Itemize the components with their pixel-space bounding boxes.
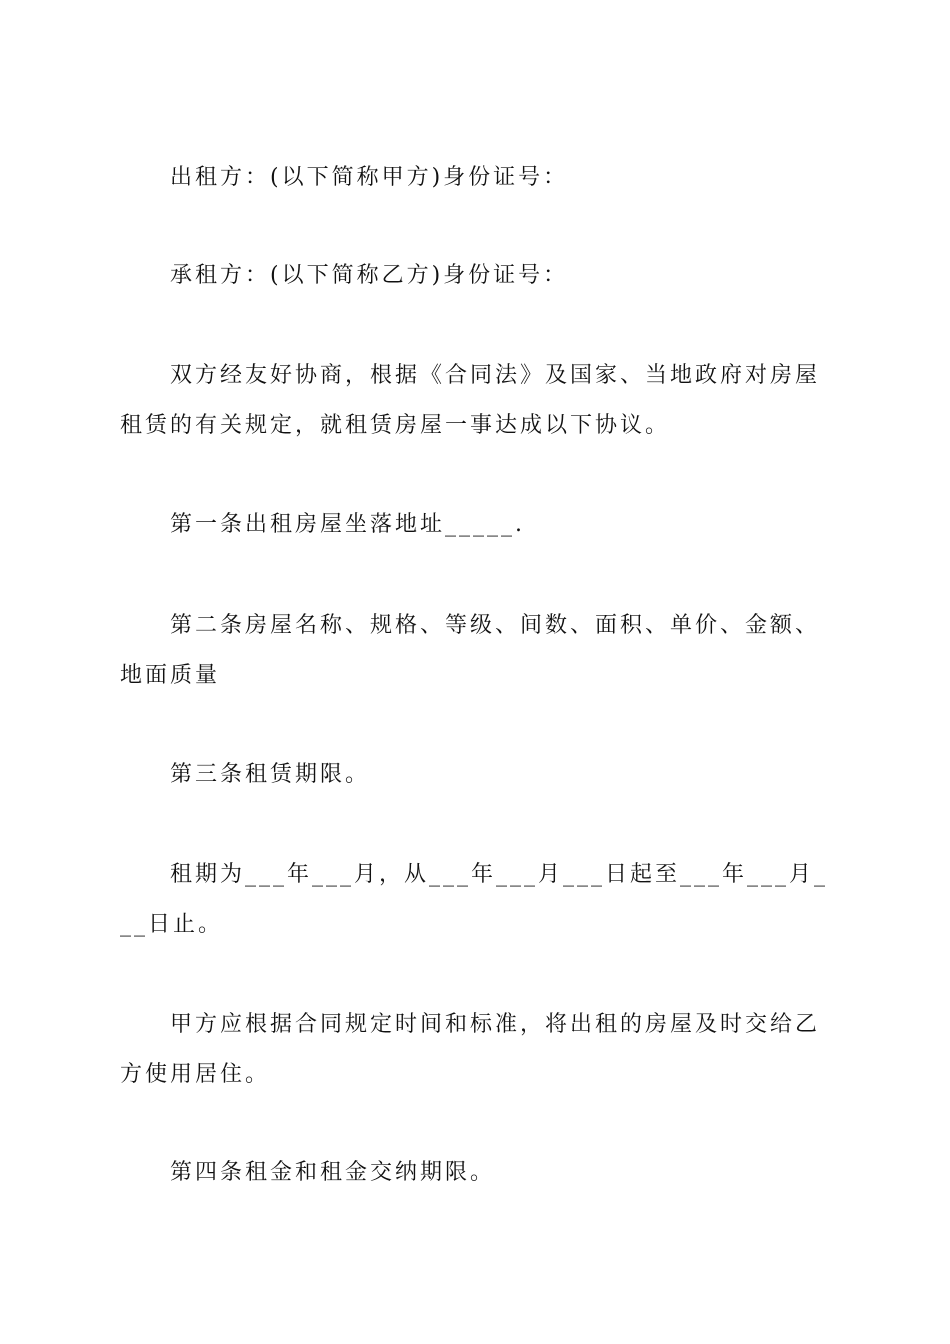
article-3-heading: 第三条租赁期限。	[170, 762, 371, 787]
agreement-intro: 双方经友好协商，根据《合同法》及国家、当地政府对房屋租赁的有关规定，就租赁房屋一事达成以下协议。	[120, 363, 821, 438]
article-4-heading: 第四条租金和租金交纳期限。	[170, 1160, 496, 1185]
lessor-line: 出租方：(以下简称甲方)身份证号：	[170, 165, 569, 190]
lease-term-line: 租期为___年___月，从___年___月___日起至___年___月___日止。	[120, 862, 829, 937]
article-2-house-details: 第二条房屋名称、规格、等级、间数、面积、单价、金额、地面质量	[120, 613, 821, 688]
handover-clause: 甲方应根据合同规定时间和标准，将出租的房屋及时交给乙方使用居住。	[120, 1012, 821, 1087]
lessee-line: 承租方：(以下简称乙方)身份证号：	[170, 263, 569, 288]
article-1-address: 第一条出租房屋坐落地址_____.	[170, 512, 525, 537]
